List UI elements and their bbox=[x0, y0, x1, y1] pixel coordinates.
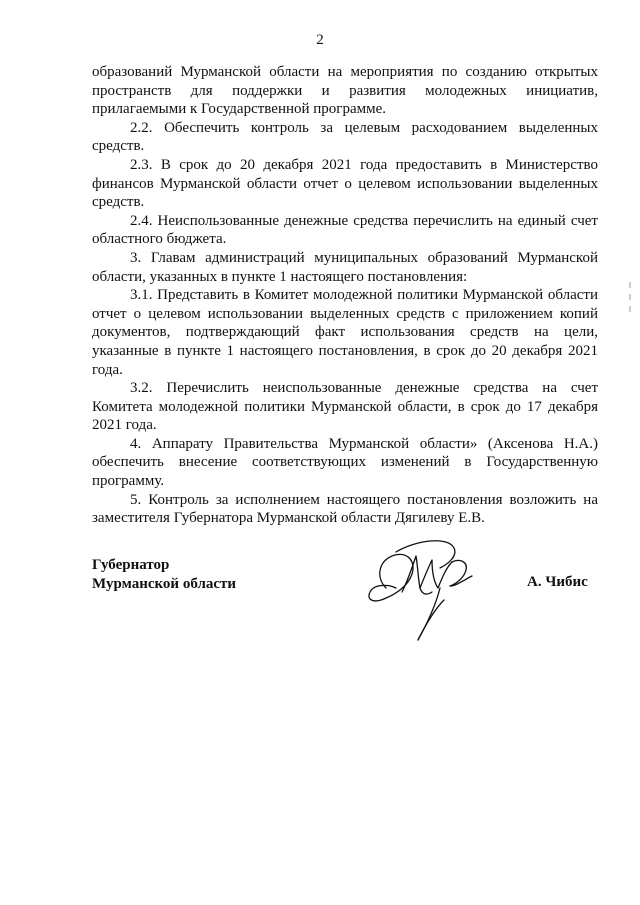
margin-scan-mark bbox=[629, 282, 631, 322]
paragraph-continuation: образований Мурманской области на мероприятия по созданию открытых пространств для поддержки и развития молодежных инициатив, прилагаемыми к Государственной программе. bbox=[92, 64, 598, 118]
paragraph-2-3: 2.3. В срок до 20 декабря 2021 года предоставить в Министерство финансов Мурманской области отчет о целевом использовании выделенных средств. bbox=[92, 156, 598, 211]
paragraph-2-4: 2.4. Неиспользованные денежные средства перечислить на единый счет областного бюджета. bbox=[92, 212, 598, 248]
handwritten-signature bbox=[356, 522, 496, 662]
paragraph-4: 4. Аппарату Правительства Мурманской области» (Аксенова Н.А.) обеспечить внесение соответствующих изменений в Государственную программу. bbox=[92, 435, 598, 490]
signatory-title bbox=[92, 556, 236, 593]
paragraph-3: 3. Главам администраций муниципальных образований Мурманской области, указанных в пункте 1 настоящего постановления: bbox=[92, 249, 598, 285]
document-body bbox=[92, 63, 598, 528]
signatory-title-line2: Мурманской области bbox=[92, 575, 237, 592]
paragraph-5: 5. Контроль за исполнением настоящего постановления возложить на заместителя Губернатора Мурманской области Дягилеву Е.В. bbox=[92, 491, 598, 527]
paragraph-3-1: 3.1. Представить в Комитет молодежной политики Мурманской области отчет о целевом использовании выделенных средств с приложением копий документов, подтверждающий факт использования средств на цели, указанные в пункте 1 настоящего постановления, в срок до 20 декабря 2021 года. bbox=[92, 287, 598, 378]
signatory-title-line1: Губернатор bbox=[92, 557, 170, 573]
signatory-name: А. Чибис bbox=[527, 574, 588, 590]
page-number: 2 bbox=[316, 32, 324, 48]
paragraph-2-2: 2.2. Обеспечить контроль за целевым расходованием выделенных средств. bbox=[92, 119, 598, 155]
paragraph-3-2: 3.2. Перечислить неиспользованные денежные средства на счет Комитета молодежной политики Мурманской области, в срок до 17 декабря 2021 года. bbox=[92, 380, 598, 434]
